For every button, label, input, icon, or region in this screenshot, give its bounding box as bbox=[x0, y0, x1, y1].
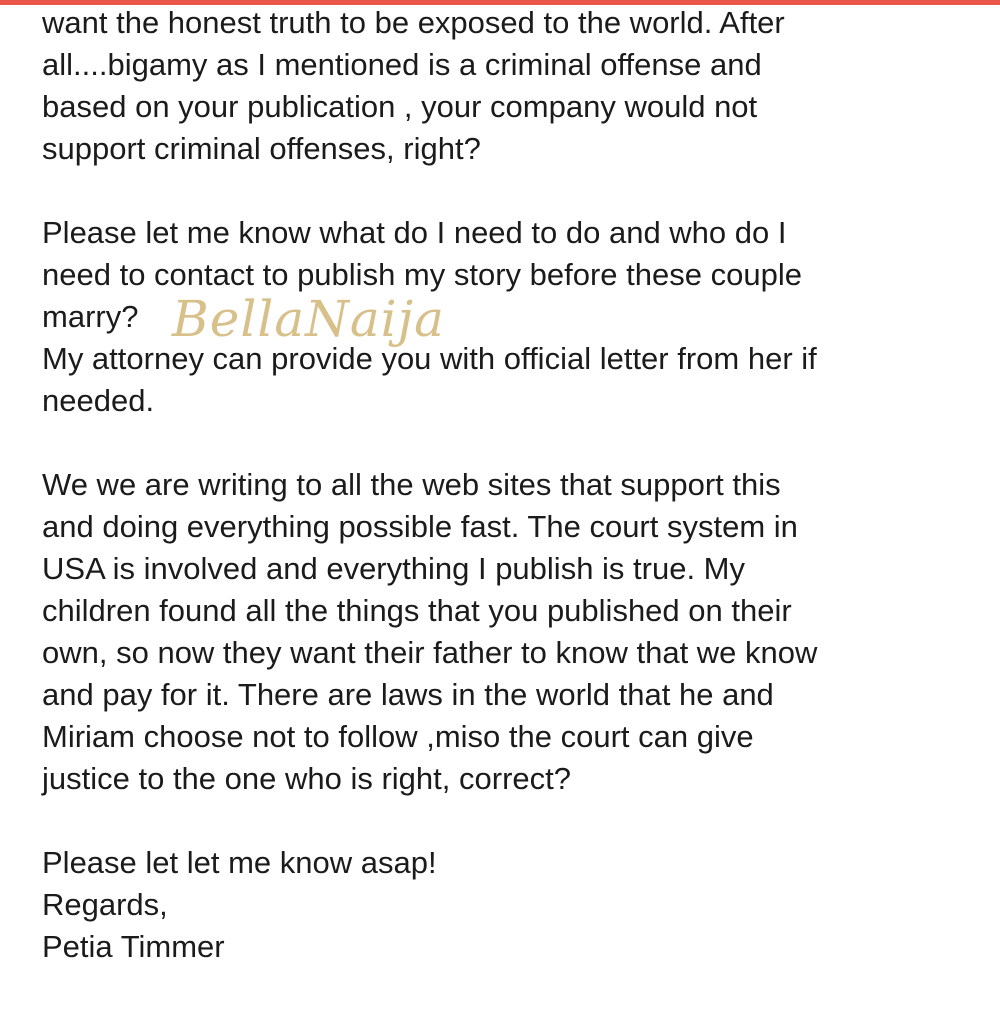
email-body bbox=[42, 0, 982, 968]
email-line: and doing everything possible fast. The court system in bbox=[42, 509, 798, 544]
email-line: My attorney can provide you with official letter from her if bbox=[42, 341, 817, 376]
paragraph-gap bbox=[42, 170, 982, 212]
email-line: Miriam choose not to follow ,miso the court can give bbox=[42, 719, 754, 754]
email-line: support criminal offenses, right? bbox=[42, 131, 481, 166]
watermark-logo: BellaNaija bbox=[172, 290, 445, 348]
email-line: justice to the one who is right, correct? bbox=[42, 761, 571, 796]
email-line: USA is involved and everything I publish is true. My bbox=[42, 551, 746, 586]
email-line: children found all the things that you published on their bbox=[42, 593, 792, 628]
paragraph-gap bbox=[42, 422, 982, 464]
email-line: marry? bbox=[42, 299, 139, 334]
email-line: needed. bbox=[42, 383, 155, 418]
email-line: need to contact to publish my story before these couple bbox=[42, 257, 802, 292]
email-line: and pay for it. There are laws in the world that he and bbox=[42, 677, 774, 712]
email-line: all....bigamy as I mentioned is a criminal offense and bbox=[42, 47, 762, 82]
email-line: Regards, bbox=[42, 887, 168, 922]
email-line: based on your publication , your company would not bbox=[42, 89, 758, 124]
signature-name: Petia Timmer bbox=[42, 929, 225, 964]
email-line: own, so now they want their father to know that we know bbox=[42, 635, 818, 670]
email-line: Please let me know what do I need to do and who do I bbox=[42, 215, 787, 250]
email-line: We we are writing to all the web sites that support this bbox=[42, 467, 781, 502]
paragraph-gap bbox=[42, 800, 982, 842]
email-line: want the honest truth to be exposed to the world. After bbox=[42, 5, 785, 40]
email-line: Please let let me know asap! bbox=[42, 845, 437, 880]
